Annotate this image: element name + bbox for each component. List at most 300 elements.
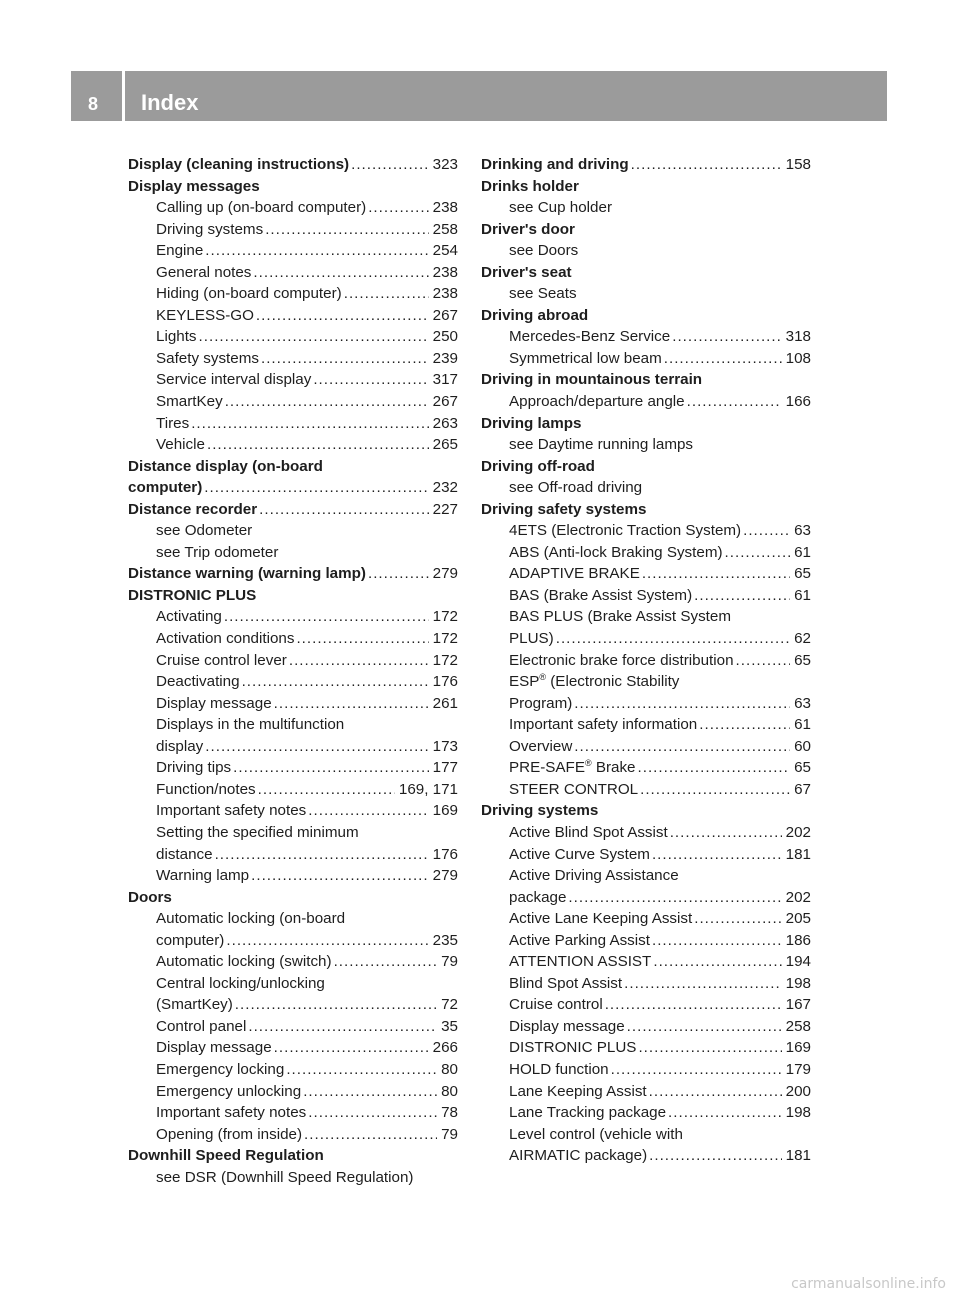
entry-text: Important safety notes (156, 1102, 308, 1124)
index-subentry (481, 326, 811, 348)
entry-text: Active Driving Assistance (509, 867, 679, 885)
entry-text: Driving systems (156, 219, 265, 241)
leader-dots (258, 779, 395, 801)
leader-dots (205, 736, 428, 758)
page-reference[interactable]: 238 (429, 283, 458, 305)
entry-text: Important safety notes (156, 800, 308, 822)
page-reference[interactable]: 65 (790, 757, 811, 779)
leader-dots (274, 1037, 429, 1059)
entry-text: HOLD function (509, 1059, 611, 1081)
page-reference[interactable]: 176 (429, 844, 458, 866)
entry-text: Drinks holder (481, 177, 579, 195)
entry-text: Distance display (on-board (128, 457, 323, 475)
page-reference[interactable]: 61 (790, 714, 811, 736)
leader-dots (605, 994, 782, 1016)
page-reference[interactable]: 179 (782, 1059, 811, 1081)
page-reference[interactable]: 267 (429, 305, 458, 327)
entry-text: Drinking and driving (481, 154, 631, 176)
entry-text: Displays in the multifunction (156, 716, 345, 734)
page-reference[interactable]: 261 (429, 693, 458, 715)
leader-dots (207, 434, 429, 456)
leader-dots (286, 1059, 437, 1081)
index-entry (481, 800, 811, 822)
leader-dots (670, 822, 782, 844)
entry-text: Deactivating (156, 671, 242, 693)
index-subentry (481, 1037, 811, 1059)
page-reference[interactable]: 176 (429, 671, 458, 693)
index-subentry (481, 1102, 811, 1124)
index-subentry (481, 1145, 811, 1167)
entry-text: Setting the specified minimum (156, 823, 359, 841)
entry-text: Safety systems (156, 348, 261, 370)
index-subentry (128, 283, 458, 305)
index-subentry (128, 714, 458, 736)
page-reference[interactable]: 72 (437, 994, 458, 1016)
leader-dots (640, 779, 790, 801)
leader-dots (631, 154, 782, 176)
entry-text: Lane Keeping Assist (509, 1081, 649, 1103)
entry-text: Emergency locking (156, 1059, 286, 1081)
entry-text: Blind Spot Assist (509, 973, 624, 995)
index-subentry (128, 800, 458, 822)
entry-text: Overview (509, 736, 574, 758)
leader-dots (308, 1102, 437, 1124)
index-entry (128, 176, 458, 198)
leader-dots (699, 714, 790, 736)
index-subentry (481, 714, 811, 736)
page-reference[interactable]: 198 (782, 973, 811, 995)
index-subentry (128, 693, 458, 715)
index-subentry (481, 650, 811, 672)
entry-text: Tires (156, 413, 191, 435)
index-subentry (481, 391, 811, 413)
entry-text: Opening (from inside) (156, 1124, 304, 1146)
index-subentry (128, 305, 458, 327)
leader-dots (205, 240, 428, 262)
leader-dots (304, 1124, 437, 1146)
index-subentry (481, 736, 811, 758)
index-subentry (481, 671, 811, 693)
watermark: carmanualsonline.info (791, 1276, 946, 1292)
page-title: Index (141, 90, 199, 115)
index-subentry (481, 563, 811, 585)
leader-dots (274, 693, 429, 715)
page-reference[interactable]: 318 (782, 326, 811, 348)
index-entry (128, 499, 458, 521)
leader-dots (334, 951, 438, 973)
index-subentry (128, 391, 458, 413)
entry-text: see Seats (509, 285, 577, 303)
entry-text: see Daytime running lamps (509, 436, 694, 454)
index-subentry (481, 434, 811, 456)
index-subentry (128, 1016, 458, 1038)
entry-text: Automatic locking (switch) (156, 951, 334, 973)
page-reference[interactable]: 232 (429, 477, 458, 499)
page-reference[interactable]: 267 (429, 391, 458, 413)
index-subentry (128, 262, 458, 284)
index-entry (481, 369, 811, 391)
page-reference[interactable]: 266 (429, 1037, 458, 1059)
entry-text: BAS PLUS (Brake Assist System (509, 608, 731, 626)
page-reference[interactable]: 60 (790, 736, 811, 758)
index-subentry (481, 283, 811, 305)
entry-text: Mercedes-Benz Service (509, 326, 672, 348)
page-reference[interactable]: 200 (782, 1081, 811, 1103)
leader-dots (351, 154, 429, 176)
page-reference[interactable]: 108 (782, 348, 811, 370)
page-reference[interactable]: 279 (429, 563, 458, 585)
index-subentry (481, 973, 811, 995)
leader-dots (289, 650, 429, 672)
page-reference[interactable]: 238 (429, 197, 458, 219)
leader-dots (668, 1102, 782, 1124)
index-column-right (481, 154, 811, 1167)
page-reference[interactable]: 239 (429, 348, 458, 370)
page-reference[interactable]: 61 (790, 542, 811, 564)
index-subentry (481, 865, 811, 887)
leader-dots (259, 499, 429, 521)
entry-text: Automatic locking (on-board (156, 910, 346, 928)
page-reference[interactable]: 166 (782, 391, 811, 413)
page-reference[interactable]: 258 (429, 219, 458, 241)
index-subentry (481, 779, 811, 801)
index-entry (128, 477, 458, 499)
entry-text: PRE-SAFE® Brake (509, 757, 638, 779)
page-reference[interactable]: 181 (782, 844, 811, 866)
index-subentry (481, 908, 811, 930)
leader-dots (265, 219, 428, 241)
index-entry (128, 1145, 458, 1167)
page-reference[interactable]: 323 (429, 154, 458, 176)
index-subentry (128, 413, 458, 435)
index-subentry (128, 822, 458, 844)
index-subentry (481, 240, 811, 262)
leader-dots (296, 628, 428, 650)
index-subentry (481, 585, 811, 607)
entry-text: Electronic brake force distribution (509, 650, 736, 672)
index-subentry (128, 1124, 458, 1146)
entry-text: Hiding (on-board computer) (156, 283, 344, 305)
entry-text: display (156, 736, 205, 758)
entry-text: Driver's door (481, 220, 575, 238)
page-header (71, 71, 887, 121)
leader-dots (344, 283, 429, 305)
leader-dots (649, 1145, 782, 1167)
page-reference[interactable]: 202 (782, 887, 811, 909)
page-reference[interactable]: 238 (429, 262, 458, 284)
page-reference[interactable]: 172 (429, 606, 458, 628)
index-subentry (481, 197, 811, 219)
entry-text: see Odometer (156, 522, 253, 540)
page-reference[interactable]: 235 (429, 930, 458, 952)
entry-text: see Off-road driving (509, 479, 643, 497)
leader-dots (368, 563, 429, 585)
entry-text: Display message (509, 1016, 627, 1038)
leader-dots (694, 908, 781, 930)
page-reference[interactable]: 258 (782, 1016, 811, 1038)
entry-text: Cruise control lever (156, 650, 289, 672)
index-subentry (128, 240, 458, 262)
entry-text: computer) (156, 930, 226, 952)
index-subentry (128, 542, 458, 564)
entry-text: Downhill Speed Regulation (128, 1147, 324, 1165)
entry-text: SmartKey (156, 391, 225, 413)
index-subentry (128, 779, 458, 801)
entry-text: PLUS) (509, 628, 556, 650)
entry-text: Important safety information (509, 714, 699, 736)
index-subentry (128, 1081, 458, 1103)
leader-dots (638, 757, 791, 779)
entry-text: Driving off-road (481, 457, 595, 475)
index-entry (481, 413, 811, 435)
entry-text: see Doors (509, 242, 579, 260)
entry-text: Level control (vehicle with (509, 1125, 683, 1143)
leader-dots (743, 520, 790, 542)
entry-text: Engine (156, 240, 205, 262)
leader-dots (204, 477, 428, 499)
index-subentry (128, 973, 458, 995)
entry-text: Central locking/unlocking (156, 974, 325, 992)
entry-text: ATTENTION ASSIST (509, 951, 653, 973)
index-entry (481, 219, 811, 241)
index-subentry (128, 865, 458, 887)
page-reference[interactable]: 194 (782, 951, 811, 973)
page-reference[interactable]: 80 (437, 1081, 458, 1103)
leader-dots (556, 628, 790, 650)
page-reference[interactable]: 279 (429, 865, 458, 887)
page-reference[interactable]: 263 (429, 413, 458, 435)
page-reference[interactable]: 173 (429, 736, 458, 758)
entry-text: Distance warning (warning lamp) (128, 563, 368, 585)
index-subentry (128, 1037, 458, 1059)
page-reference[interactable]: 67 (790, 779, 811, 801)
entry-text: distance (156, 844, 215, 866)
leader-dots (664, 348, 782, 370)
page-reference[interactable]: 167 (782, 994, 811, 1016)
page-reference[interactable]: 177 (429, 757, 458, 779)
page-reference[interactable]: 169, 171 (395, 779, 458, 801)
entry-text: Activating (156, 606, 224, 628)
entry-text: Warning lamp (156, 865, 251, 887)
entry-text: ESP® (Electronic Stability (509, 672, 680, 691)
entry-text: Approach/departure angle (509, 391, 687, 413)
page-reference[interactable]: 317 (429, 369, 458, 391)
page-reference[interactable]: 198 (782, 1102, 811, 1124)
page-reference[interactable]: 205 (782, 908, 811, 930)
index-column-left (128, 154, 458, 1188)
entry-text: Display messages (128, 177, 260, 195)
entry-text: DISTRONIC PLUS (128, 586, 257, 604)
entry-text: Function/notes (156, 779, 258, 801)
index-subentry (128, 369, 458, 391)
entry-text: see DSR (Downhill Speed Regulation) (156, 1168, 414, 1186)
index-entry (481, 262, 811, 284)
index-subentry (128, 326, 458, 348)
index-entry (128, 887, 458, 909)
entry-text: STEER CONTROL (509, 779, 640, 801)
index-subentry (128, 1059, 458, 1081)
leader-dots (611, 1059, 782, 1081)
page-reference[interactable]: 186 (782, 930, 811, 952)
leader-dots (725, 542, 791, 564)
leader-dots (242, 671, 429, 693)
index-subentry (481, 887, 811, 909)
entry-text: (SmartKey) (156, 994, 235, 1016)
entry-text: ADAPTIVE BRAKE (509, 563, 642, 585)
entry-text: Active Lane Keeping Assist (509, 908, 694, 930)
index-subentry (128, 844, 458, 866)
page-reference[interactable]: 158 (782, 154, 811, 176)
index-subentry (128, 650, 458, 672)
page-reference[interactable]: 61 (790, 585, 811, 607)
page-reference[interactable]: 78 (437, 1102, 458, 1124)
entry-text: Program) (509, 693, 574, 715)
entry-text: DISTRONIC PLUS (509, 1037, 638, 1059)
entry-text: see Trip odometer (156, 543, 279, 561)
index-subentry (481, 1124, 811, 1146)
entry-text: Driving abroad (481, 306, 589, 324)
page-reference[interactable]: 62 (790, 628, 811, 650)
entry-text: Driver's seat (481, 263, 572, 281)
entry-text: Display (cleaning instructions) (128, 154, 351, 176)
entry-text: AIRMATIC package) (509, 1145, 649, 1167)
page-number: 8 (71, 71, 125, 121)
leader-dots (652, 930, 782, 952)
index-entry (128, 154, 458, 176)
index-subentry (128, 434, 458, 456)
index-subentry (128, 1102, 458, 1124)
entry-text: ABS (Anti-lock Braking System) (509, 542, 725, 564)
index-subentry (481, 606, 811, 628)
leader-dots (233, 757, 429, 779)
entry-text: Service interval display (156, 369, 313, 391)
index-entry (481, 176, 811, 198)
page-reference[interactable]: 202 (782, 822, 811, 844)
page-reference[interactable]: 63 (790, 520, 811, 542)
leader-dots (224, 606, 429, 628)
page-reference[interactable]: 80 (437, 1059, 458, 1081)
index-subentry (128, 736, 458, 758)
page-reference[interactable]: 181 (782, 1145, 811, 1167)
index-subentry (128, 930, 458, 952)
entry-text: Active Curve System (509, 844, 652, 866)
page-reference[interactable]: 79 (437, 951, 458, 973)
entry-text: Active Parking Assist (509, 930, 652, 952)
leader-dots (649, 1081, 782, 1103)
index-subentry (128, 757, 458, 779)
leader-dots (191, 413, 428, 435)
entry-text: Display message (156, 1037, 274, 1059)
leader-dots (574, 693, 790, 715)
entry-text: Vehicle (156, 434, 207, 456)
index-entry (128, 563, 458, 585)
entry-text: Active Blind Spot Assist (509, 822, 670, 844)
leader-dots (226, 930, 428, 952)
page-reference[interactable]: 227 (429, 499, 458, 521)
index-subentry (481, 348, 811, 370)
entry-text: package (509, 887, 568, 909)
leader-dots (687, 391, 782, 413)
index-subentry (481, 542, 811, 564)
index-subentry (481, 628, 811, 650)
page-reference[interactable]: 254 (429, 240, 458, 262)
leader-dots (652, 844, 782, 866)
leader-dots (199, 326, 429, 348)
entry-text: see Cup holder (509, 199, 613, 217)
page-reference[interactable]: 250 (429, 326, 458, 348)
entry-text: Display message (156, 693, 274, 715)
index-subentry (128, 348, 458, 370)
index-subentry (481, 951, 811, 973)
page-reference[interactable]: 79 (437, 1124, 458, 1146)
leader-dots (672, 326, 781, 348)
leader-dots (574, 736, 790, 758)
page-reference[interactable]: 172 (429, 650, 458, 672)
page-reference[interactable]: 35 (437, 1016, 458, 1038)
index-subentry (128, 606, 458, 628)
page-reference[interactable]: 65 (790, 563, 811, 585)
index-subentry (481, 1059, 811, 1081)
index-subentry (481, 1081, 811, 1103)
leader-dots (368, 197, 428, 219)
index-subentry (481, 520, 811, 542)
leader-dots (638, 1037, 781, 1059)
leader-dots (248, 1016, 437, 1038)
entry-text: Activation conditions (156, 628, 296, 650)
page-reference[interactable]: 265 (429, 434, 458, 456)
entry-text: 4ETS (Electronic Traction System) (509, 520, 743, 542)
leader-dots (215, 844, 429, 866)
page-reference[interactable]: 169 (782, 1037, 811, 1059)
entry-text: Symmetrical low beam (509, 348, 664, 370)
leader-dots (624, 973, 782, 995)
page-reference[interactable]: 63 (790, 693, 811, 715)
page-reference[interactable]: 169 (429, 800, 458, 822)
leader-dots (261, 348, 429, 370)
entry-text: Cruise control (509, 994, 605, 1016)
entry-text: Calling up (on-board computer) (156, 197, 368, 219)
index-subentry (128, 197, 458, 219)
leader-dots (308, 800, 428, 822)
entry-text: computer) (128, 477, 204, 499)
entry-text: Lane Tracking package (509, 1102, 668, 1124)
index-entry (128, 456, 458, 478)
entry-text: KEYLESS-GO (156, 305, 256, 327)
entry-text: Emergency unlocking (156, 1081, 303, 1103)
leader-dots (627, 1016, 782, 1038)
leader-dots (303, 1081, 437, 1103)
entry-text: Driving lamps (481, 414, 582, 432)
leader-dots (313, 369, 428, 391)
entry-text: Control panel (156, 1016, 248, 1038)
index-subentry (128, 951, 458, 973)
page-reference[interactable]: 172 (429, 628, 458, 650)
index-subentry (481, 994, 811, 1016)
entry-text: Driving tips (156, 757, 233, 779)
entry-text: Lights (156, 326, 199, 348)
leader-dots (568, 887, 781, 909)
leader-dots (251, 865, 429, 887)
index-entry (128, 585, 458, 607)
index-subentry (481, 822, 811, 844)
index-subentry (481, 477, 811, 499)
entry-text: Driving systems (481, 802, 599, 820)
index-subentry (481, 844, 811, 866)
index-subentry (128, 520, 458, 542)
index-entry (481, 499, 811, 521)
page-reference[interactable]: 65 (790, 650, 811, 672)
leader-dots (235, 994, 437, 1016)
